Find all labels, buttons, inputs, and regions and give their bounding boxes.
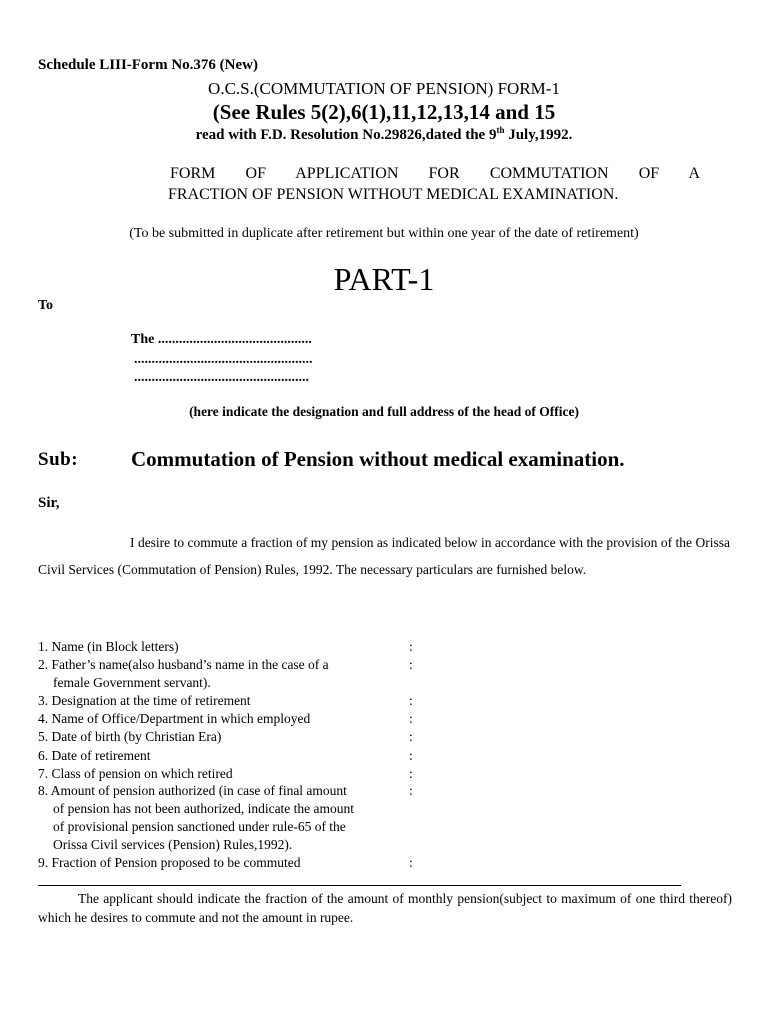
particular-4-office: 4. Name of Office/Department in which employed bbox=[38, 711, 311, 726]
body-paragraph bbox=[38, 530, 730, 583]
salutation: Sir, bbox=[38, 495, 60, 511]
resolution-text: read with F.D. Resolution No.29826,dated the 9 bbox=[195, 127, 497, 143]
particular-7-colon: : bbox=[409, 766, 413, 781]
particular-8-continuation-1: of pension has not been authorized, indicate the amount bbox=[53, 801, 355, 816]
particular-5-colon: : bbox=[409, 729, 413, 744]
particular-2-continuation: female Government servant). bbox=[53, 675, 211, 690]
to-label: To bbox=[38, 298, 54, 313]
particular-8-continuation-2: of provisional pension sanctioned under rule-65 of the bbox=[53, 819, 346, 834]
address-line-3: .................................................. bbox=[134, 370, 309, 385]
part-title: PART-1 bbox=[333, 261, 435, 297]
resolution-date: July,1992. bbox=[504, 127, 573, 143]
subject-label: Sub: bbox=[38, 449, 79, 470]
footnote-divider bbox=[38, 885, 681, 886]
schedule-heading: Schedule LIII-Form No.376 (New) bbox=[38, 57, 258, 73]
particular-7-class-of-pension: 7. Class of pension on which retired bbox=[38, 766, 233, 781]
subject-text: Commutation of Pension without medical examination. bbox=[131, 447, 625, 471]
particular-4-colon: : bbox=[409, 711, 413, 726]
ocs-form-heading: O.C.S.(COMMUTATION OF PENSION) FORM-1 bbox=[208, 79, 560, 98]
particular-8-amount-of-pension: 8. Amount of pension authorized (in case of final amount bbox=[38, 783, 347, 798]
address-instruction: (here indicate the designation and full address of the head of Office) bbox=[189, 404, 579, 419]
footnote-text: The applicant should indicate the fraction of the amount of monthly pension(subject to maximum of one third thereof) which he desires to commute and not the amount in rupee. bbox=[38, 891, 732, 925]
particular-8-continuation-3: Orissa Civil services (Pension) Rules,1992). bbox=[53, 837, 293, 852]
address-line-2: ................................................... bbox=[134, 352, 313, 367]
particular-2-colon: : bbox=[409, 657, 413, 672]
particular-3-designation: 3. Designation at the time of retirement bbox=[38, 693, 251, 708]
footnote bbox=[38, 889, 732, 927]
particular-9-fraction: 9. Fraction of Pension proposed to be commuted bbox=[38, 855, 301, 870]
particular-5-date-of-birth: 5. Date of birth (by Christian Era) bbox=[38, 729, 222, 744]
address-line-1: The ............................................ bbox=[131, 332, 312, 347]
particular-3-colon: : bbox=[409, 693, 413, 708]
rules-heading: (See Rules 5(2),6(1),11,12,13,14 and 15 bbox=[212, 100, 556, 124]
resolution-superscript: th bbox=[496, 125, 505, 135]
particular-2-fathers-name: 2. Father’s name(also husband’s name in the case of a bbox=[38, 657, 329, 672]
form-title-line-1: FORM OF APPLICATION FOR COMMUTATION OF A bbox=[170, 165, 700, 182]
submission-note: (To be submitted in duplicate after retirement but within one year of the date of retirement) bbox=[129, 226, 639, 241]
particular-8-colon: : bbox=[409, 783, 413, 798]
resolution-line bbox=[0, 127, 768, 144]
particular-1-name: 1. Name (in Block letters) bbox=[38, 639, 179, 654]
particular-9-colon: : bbox=[409, 855, 413, 870]
particular-6-date-of-retirement: 6. Date of retirement bbox=[38, 748, 151, 763]
paragraph-text: I desire to commute a fraction of my pension as indicated below in accordance with the provision of the Orissa Civil Services (Commutation of Pension) Rules, 1992. The necessary particulars are furnished below. bbox=[38, 535, 730, 577]
particular-1-colon: : bbox=[409, 639, 413, 654]
form-title-line-2: FRACTION OF PENSION WITHOUT MEDICAL EXAMINATION. bbox=[168, 186, 619, 203]
particular-6-colon: : bbox=[409, 748, 413, 763]
